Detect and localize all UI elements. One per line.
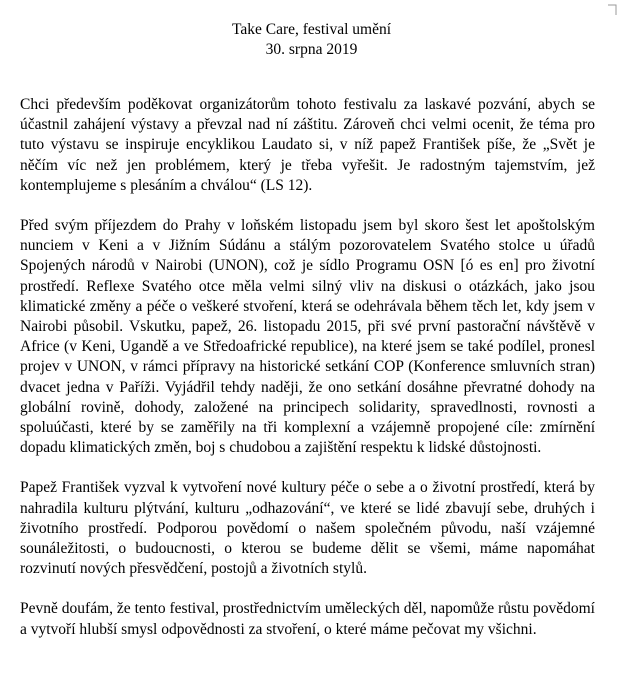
paragraph-2: Před svým příjezdem do Prahy v loňském listopadu jsem byl skoro šest let apoštolským nunciem v Keni a v Jižním Súdánu a stálým pozorovatelem Svatého stolce u úřadů Spojených národů v Nairobi (UNON), což je sídlo Programu OSN [ó es en] pro životní prostředí. Reflexe Svatého otce měla velmi silný vliv na diskusi o otázkách, jako jsou klimatické změny a péče o veškeré stvoření, která se odehrávala během těch let, kdy jsem v Nairobi působil. Vskutku, papež, 26. listopadu 2015, při své první pastorační návštěvě v Africe (v Keni, Ugandě a ve Středoafrické republice), na které jsem se také podílel, pronesl projev v UNON, v rámci přípravy na historické setkání COP (Konference smluvních stran) dvacet jedna v Paříži. Vyjádřil tehdy naději, že ono setkání dosáhne převratné dohody na globální rovině, dohody, založené na principech solidarity, spravedlnosti, rovnosti a spoluúčasti, které by se zaměřily na tři komplexní a vzájemně propojené cíle: zmírnění dopadu klimatických změn, boj s chudobou a zajištění respektu k lidské důstojnosti. <box>20 217 595 457</box>
document-title: Take Care, festival umění <box>231 21 392 38</box>
document-body <box>20 95 595 660</box>
paragraph-3: Papež František vyzval k vytvoření nové kultury péče o sebe a o životní prostředí, která by nahradila kulturu plýtvání, kulturu „odhazování“, ve které se lidé zbavují sebe, druhých i životního prostředí. Podporou povědomí o našem společném původu, naší vzájemné sounáležitosti, o budoucnosti, o kterou se budeme dělit se všemi, máme napomáhat rozvinutí nových přesvědčení, postojů a životních stylů. <box>20 479 595 578</box>
paragraph-1: Chci především poděkovat organizátorům tohoto festivalu za laskavé pozvání, abych se účastnil zahájení výstavy a převzal nad ní záštitu. Zároveň chci velmi ocenit, že téma pro tuto výstavu se inspiruje encyklikou Laudato si, v níž papež František píše, že „Svět je něčím víc než jen problémem, který je třeba vyřešit. Je radostným tajemstvím, jež kontemplujeme s plesáním a chválou“ (LS 12). <box>20 96 595 194</box>
document-heading <box>0 20 623 60</box>
paragraph-4: Pevně doufám, že tento festival, prostřednictvím uměleckých děl, napomůže růstu povědomí a vytvoří hlubší smysl odpovědnosti za stvoření, o které máme pečovat my všichni. <box>20 600 595 638</box>
document-corner-icon <box>607 4 617 16</box>
document-date: 30. srpna 2019 <box>265 41 358 58</box>
